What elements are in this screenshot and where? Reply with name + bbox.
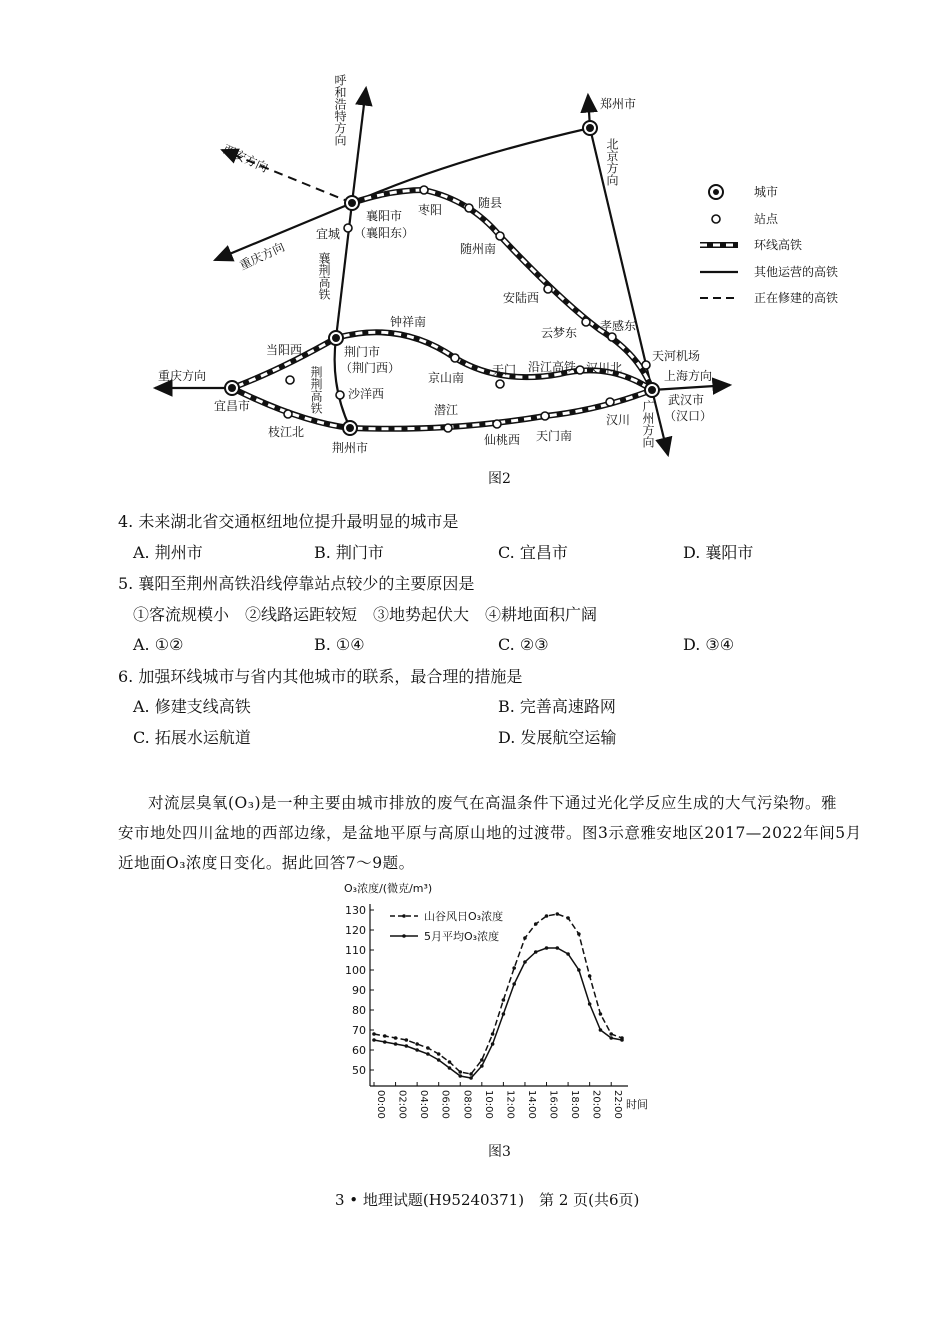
- o3-chart: [300, 880, 680, 1120]
- passage-line2: 安市地处四川盆地的西部边缘，是盆地平原与高原山地的过渡带。图3示意雅安地区2017—2022年间5月: [118, 824, 862, 842]
- series-1-point: [545, 914, 549, 918]
- series-2-point: [394, 1042, 398, 1046]
- x-tick-label: 00:00: [375, 1090, 386, 1119]
- series-2-point: [523, 960, 527, 964]
- x-tick-label: 20:00: [590, 1090, 602, 1119]
- series-2-point: [469, 1076, 473, 1080]
- q5-stem: 5. 襄阳至荆州高铁沿线停靠站点较少的主要原因是: [118, 574, 475, 593]
- x-tick-label: 06:00: [439, 1090, 451, 1119]
- y-tick-label: 110: [345, 944, 366, 957]
- legend-city: 城市: [754, 185, 779, 199]
- q5-option-b: B. ①④: [314, 635, 365, 654]
- series-2-point: [609, 1036, 613, 1040]
- figure3-caption: 图3: [488, 1144, 511, 1160]
- label-zhongxiangnan: 钟祥南: [390, 315, 427, 329]
- q5-option-c: C. ②③: [498, 635, 549, 654]
- map-legend: [700, 185, 838, 305]
- q6-option-d: D. 发展航空运输: [498, 728, 617, 747]
- x-tick-label: 04:00: [418, 1090, 430, 1119]
- series-2-point: [512, 982, 516, 986]
- series-1-point: [415, 1042, 419, 1046]
- chart-legend: [390, 909, 503, 943]
- figure2-caption: 图2: [488, 471, 511, 487]
- y-tick-label: 100: [345, 964, 366, 977]
- label-xiantaoxi: 仙桃西: [484, 433, 521, 447]
- series-2-point: [620, 1038, 624, 1042]
- series-2-point: [405, 1044, 409, 1048]
- label-suizhounan: 随州南: [460, 242, 497, 256]
- series-2-point: [588, 1002, 592, 1006]
- label-zhijiangbei: 枝江北: [268, 425, 305, 439]
- label-xiaogandong: 孝感东: [600, 319, 637, 333]
- x-tick-label: 18:00: [569, 1090, 581, 1119]
- legend-station: 站点: [754, 212, 779, 226]
- q6-option-c: C. 拓展水运航道: [133, 728, 251, 747]
- series-1-point: [491, 1032, 495, 1036]
- label-xian: 西安方向: [220, 142, 271, 176]
- label-huhehaote: 呼和浩特方向: [333, 74, 347, 146]
- series-1-point: [599, 1012, 603, 1016]
- label-zaoyang: 枣阳: [418, 203, 443, 217]
- q6-stem: 6. 加强环线城市与省内其他城市的联系，最合理的措施是: [118, 667, 523, 686]
- series-1-point: [437, 1052, 441, 1056]
- label-tianmennan: 天门南: [536, 429, 573, 443]
- label-xiangyang-sub: （襄阳东）: [354, 226, 415, 240]
- q4-option-d: D. 襄阳市: [683, 543, 754, 562]
- legend-loop: 环线高铁: [754, 238, 803, 252]
- railway-map: [0, 0, 950, 470]
- series-1-point: [566, 916, 570, 920]
- q5-statements: ①客流规模小 ②线路运距较短 ③地势起伏大 ④耕地面积广阔: [133, 605, 598, 624]
- label-zhengzhou: 郑州市: [600, 97, 637, 111]
- y-tick-label: 130: [345, 904, 366, 917]
- label-jingzhou: 荆州市: [332, 441, 369, 455]
- series-1-point: [480, 1058, 484, 1062]
- series-2-point: [545, 946, 549, 950]
- chart-xlabel: 时间: [626, 1098, 648, 1111]
- series-2-point: [534, 950, 538, 954]
- x-tick-label: 14:00: [525, 1090, 537, 1119]
- label-yicheng: 宜城: [316, 227, 341, 241]
- x-tick-label: 10:00: [482, 1090, 494, 1119]
- series-1-point: [383, 1034, 387, 1038]
- passage-line1: 对流层臭氧(O₃)是一种主要由城市排放的废气在高温条件下通过光化学反应生成的大气污染物。雅: [148, 794, 838, 812]
- q5-option-d: D. ③④: [683, 635, 735, 654]
- series-1-point: [556, 912, 560, 916]
- q6-option-b: B. 完善高速路网: [498, 697, 616, 716]
- series-1-point: [523, 936, 527, 940]
- label-jingshannan: 京山南: [428, 371, 465, 385]
- label-wuhan: 武汉市: [668, 393, 705, 407]
- label-wuhan-sub: （汉口）: [664, 409, 713, 423]
- y-tick-label: 50: [352, 1064, 366, 1077]
- legend-series-1: 山谷风日O₃浓度: [424, 910, 504, 923]
- q4-option-a: A. 荆州市: [133, 543, 203, 562]
- label-tianmen: 天门: [492, 363, 517, 377]
- label-hanchuan: 汉川: [606, 413, 631, 427]
- y-tick-label: 60: [352, 1044, 366, 1057]
- label-chongqing1: 重庆方向: [237, 239, 287, 273]
- label-shayangxi: 沙洋西: [348, 387, 385, 401]
- y-tick-label: 80: [352, 1004, 366, 1017]
- series-2-point: [426, 1052, 430, 1056]
- series-2-point: [480, 1064, 484, 1068]
- series-2-point: [448, 1066, 452, 1070]
- series-2-point: [566, 952, 570, 956]
- q6-option-a: A. 修建支线高铁: [133, 697, 251, 716]
- series-2-point: [491, 1042, 495, 1046]
- series-2-point: [437, 1058, 441, 1062]
- series-2-point: [577, 968, 581, 972]
- x-tick-label: 08:00: [461, 1090, 473, 1119]
- x-tick-label: 12:00: [504, 1090, 516, 1119]
- q4-stem: 4. 未来湖北省交通枢纽地位提升最明显的城市是: [118, 512, 459, 531]
- q4-option-b: B. 荆门市: [314, 543, 384, 562]
- label-hanchuanbei: 汉川北: [586, 361, 623, 375]
- series-1-point: [609, 1032, 613, 1036]
- label-yunmengdong: 云梦东: [541, 326, 578, 340]
- label-tianhe: 天河机场: [652, 349, 701, 363]
- label-anluxi: 安陆西: [503, 291, 540, 305]
- y-tick-label: 70: [352, 1024, 366, 1037]
- label-chongqing2: 重庆方向: [158, 369, 207, 383]
- series-1-point: [372, 1032, 376, 1036]
- label-yanjiang: 沿江高铁: [528, 360, 577, 374]
- q4-option-c: C. 宜昌市: [498, 543, 568, 562]
- legend-construction: 正在修建的高铁: [754, 291, 839, 305]
- label-xiangyang: 襄阳市: [366, 209, 403, 223]
- x-tick-label: 22:00: [612, 1090, 624, 1119]
- label-beijing: 北京方向: [605, 138, 619, 186]
- label-jingjing: 荆荆高铁: [309, 366, 323, 414]
- series-2-point: [415, 1048, 419, 1052]
- series-1-point: [426, 1046, 430, 1050]
- legend-series-2: 5月平均O₃浓度: [424, 930, 500, 943]
- series-1-point: [448, 1060, 452, 1064]
- label-dangyangxi: 当阳西: [266, 343, 303, 357]
- label-suixian: 随县: [478, 196, 503, 210]
- series-2-point: [372, 1038, 376, 1042]
- series-1-point: [502, 998, 506, 1002]
- series-2-point: [556, 946, 560, 950]
- label-jingmen: 荆门市: [344, 345, 381, 359]
- series-1-point: [588, 974, 592, 978]
- label-yichang: 宜昌市: [214, 399, 251, 413]
- page-footer: 3 • 地理试题(H95240371) 第 2 页(共6页): [335, 1191, 640, 1209]
- label-jingmen-sub: （荆门西）: [340, 361, 401, 375]
- label-guangzhou: 广州方向: [641, 400, 655, 448]
- series-1-point: [534, 922, 538, 926]
- passage-line3: 近地面O₃浓度日变化。据此回答7～9题。: [118, 854, 415, 872]
- y-tick-label: 120: [345, 924, 366, 937]
- x-tick-label: 16:00: [547, 1090, 559, 1119]
- series-2-point: [458, 1074, 462, 1078]
- series-1-point: [577, 932, 581, 936]
- series-1-point: [512, 966, 516, 970]
- series-1-point: [394, 1036, 398, 1040]
- series-1-point: [469, 1072, 473, 1076]
- y-tick-label: 90: [352, 984, 366, 997]
- x-tick-label: 02:00: [396, 1090, 408, 1119]
- series-1-point: [458, 1070, 462, 1074]
- series-1-point: [405, 1038, 409, 1042]
- label-qianjiang: 潜江: [434, 403, 459, 417]
- legend-operating: 其他运营的高铁: [754, 265, 839, 279]
- label-shanghai: 上海方向: [664, 369, 713, 383]
- series-2-point: [599, 1028, 603, 1032]
- series-line-2: [374, 948, 622, 1078]
- series-2-point: [502, 1012, 506, 1016]
- chart-ylabel: O₃浓度/(微克/m³): [344, 882, 433, 895]
- q5-option-a: A. ①②: [133, 635, 184, 654]
- label-xiangjing: 襄荆高铁: [317, 252, 331, 300]
- series-2-point: [383, 1040, 387, 1044]
